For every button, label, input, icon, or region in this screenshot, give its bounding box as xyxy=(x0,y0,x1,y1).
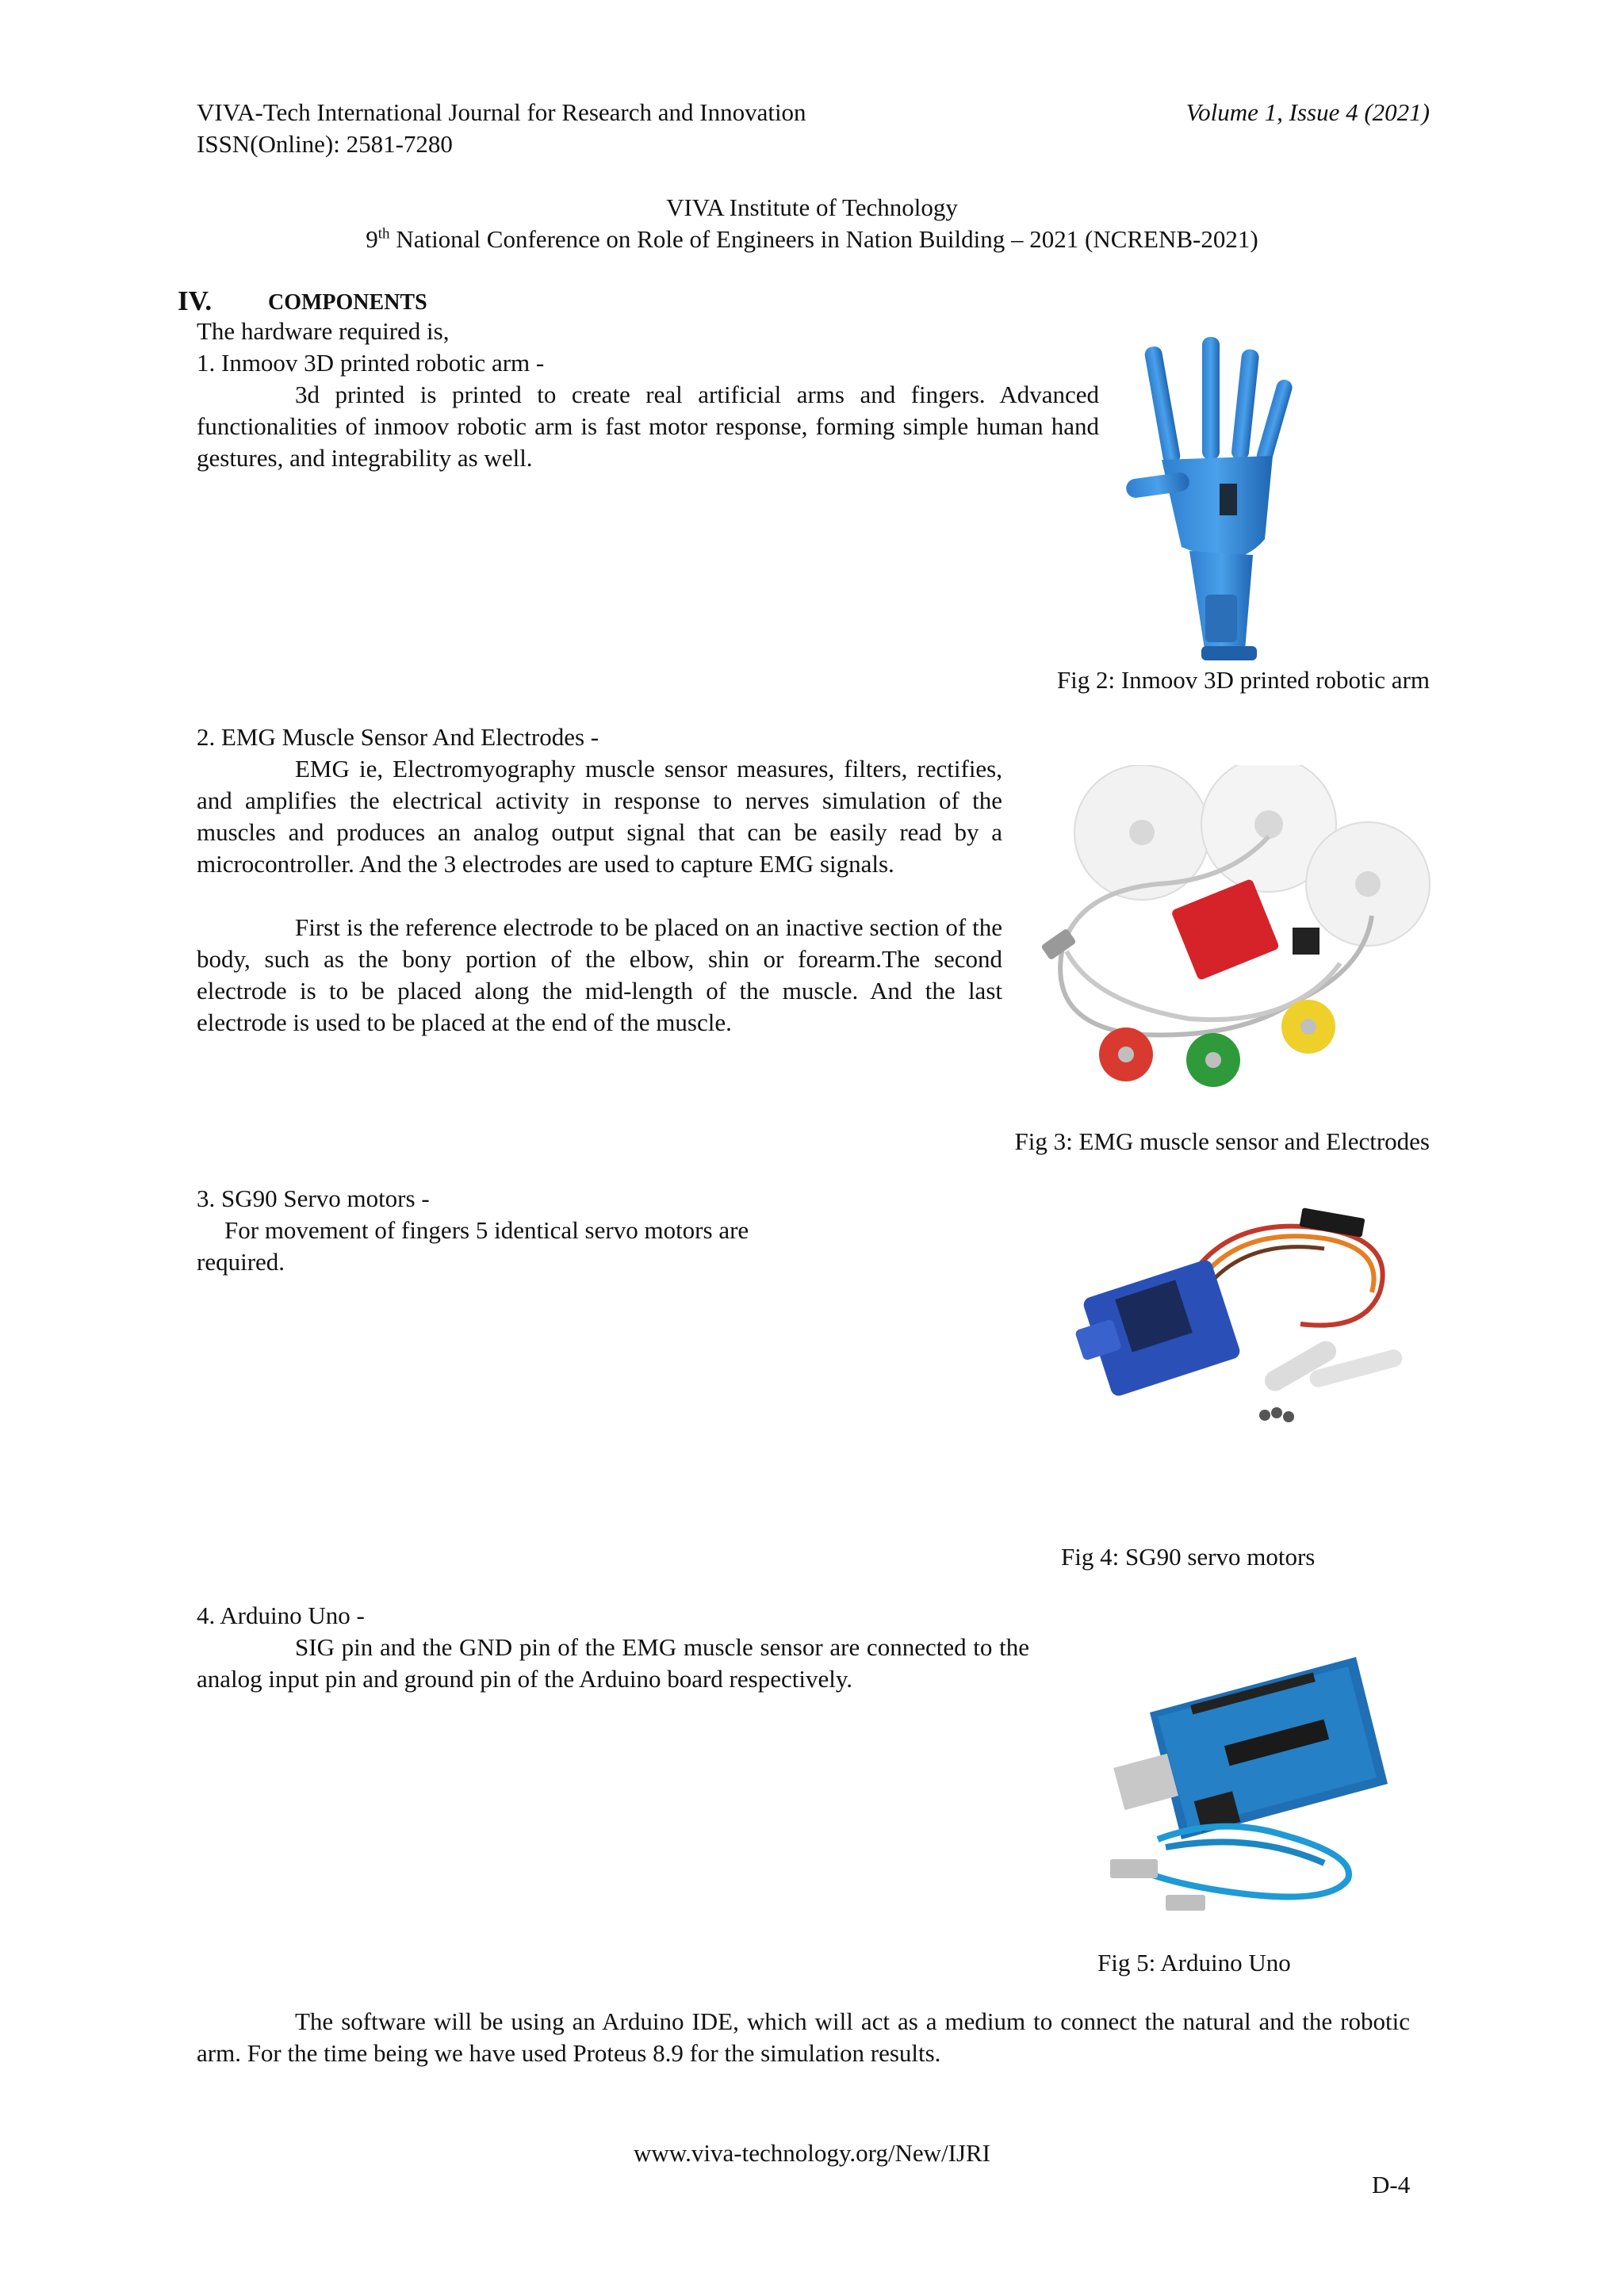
page-number: D-4 xyxy=(1372,2171,1411,2198)
volume-issue: Volume 1, Issue 4 (2021) xyxy=(1185,98,1430,126)
section-title: COMPONENTS xyxy=(268,290,427,315)
item-heading: 4. Arduino Uno - xyxy=(197,1601,365,1629)
footer-url: www.viva-technology.org/New/IJRI xyxy=(634,2139,990,2167)
journal-title: VIVA-Tech International Journal for Research and Innovation xyxy=(197,98,806,126)
figure-caption: Fig 2: Inmoov 3D printed robotic arm xyxy=(1056,666,1430,694)
arduino-uno-image xyxy=(1094,1641,1396,1923)
section-number: IV. xyxy=(178,285,213,316)
servo-motor-image xyxy=(1063,1205,1419,1443)
institute-name: VIVA Institute of Technology xyxy=(666,193,958,221)
robotic-arm-image xyxy=(1126,333,1316,666)
intro-text: The hardware required is, xyxy=(197,317,450,345)
item-paragraph: 3d printed is printed to create real artificial arms and fingers. Advanced functionalities of inmoov robotic arm is fast motor response, forming simple human hand gestures, and integrability as well. xyxy=(197,381,1099,472)
item-paragraph: SIG pin and the GND pin of the EMG muscle sensor are connected to the analog input pin and ground pin of the Arduino board respectively. xyxy=(197,1633,1029,1693)
item-heading: 1. Inmoov 3D printed robotic arm - xyxy=(197,349,545,377)
emg-sensor-image xyxy=(1031,765,1435,1094)
figure-caption: Fig 5: Arduino Uno xyxy=(1097,1949,1291,1976)
item-paragraph: First is the reference electrode to be placed on an inactive section of the body, such as the bony portion of the elbow, shin or forearm.The second electrode is to be placed along the mid-length of the muscle. And the last electrode is used to be placed at the end of the muscle. xyxy=(197,913,1002,1036)
item-paragraph: For movement of fingers 5 identical servo motors are required. xyxy=(197,1216,749,1276)
issn: ISSN(Online): 2581-7280 xyxy=(197,130,453,158)
item-heading: 3. SG90 Servo motors - xyxy=(197,1184,430,1212)
item-heading: 2. EMG Muscle Sensor And Electrodes - xyxy=(197,723,599,751)
conference-name: 9th National Conference on Role of Engineers in Nation Building – 2021 (NCRENB-2021) xyxy=(366,225,1258,253)
software-paragraph: The software will be using an Arduino IDE, which will act as a medium to connect the natural and the robotic arm. For the time being we have used Proteus 8.9 for the simulation results. xyxy=(197,2007,1410,2067)
item-paragraph: EMG ie, Electromyography muscle sensor measures, filters, rectifies, and amplifies the electrical activity in response to nerves simulation of the muscles and produces an analog output signal that can be easily read by a microcontroller. And the 3 electrodes are used to capture EMG signals. xyxy=(197,755,1002,878)
figure-caption: Fig 3: EMG muscle sensor and Electrodes xyxy=(1014,1127,1430,1155)
figure-caption: Fig 4: SG90 servo motors xyxy=(1061,1543,1316,1571)
